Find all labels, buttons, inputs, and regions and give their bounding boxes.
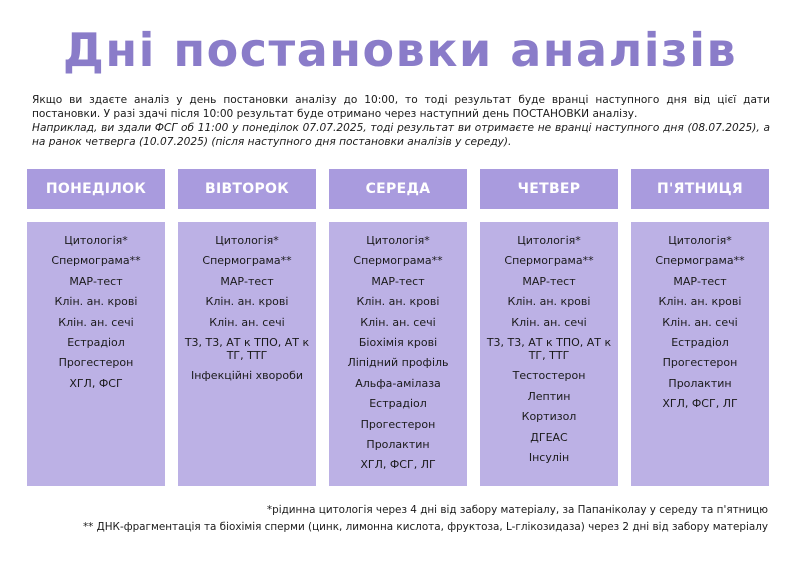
test-item: ХГЛ, ФСГ, ЛГ (662, 397, 738, 411)
test-item: Кортизол (521, 410, 577, 424)
test-item: Цитологія* (64, 234, 128, 247)
test-item: Клін. ан. крові (356, 295, 440, 309)
column-tuesday (178, 222, 316, 486)
test-item: Цитологія* (366, 234, 430, 247)
test-item: Т3, Т3, АТ к ТПО, АТ к ТГ, ТТГ (184, 335, 310, 362)
test-item: Т3, Т3, АТ к ТПО, АТ к ТГ, ТТГ (486, 335, 612, 362)
test-item: Лептин (527, 389, 571, 403)
test-item: Клін. ан. крові (658, 295, 742, 309)
footnote-sperm: ** ДНК-фрагментація та біохімія сперми (цинк, лимонна кислота, фруктоза, L-глікозидаза) через 2 дні від забору матеріалу (82, 521, 768, 533)
column-friday (631, 222, 769, 486)
test-item: Пролактин (366, 437, 430, 451)
test-item: Спермограма** (51, 254, 141, 268)
test-item: Альфа-амілаза (355, 376, 441, 390)
test-item: Клін. ан. сечі (511, 315, 587, 329)
footnote-cytology: *рідинна цитологія через 4 дні від забору матеріалу, за Папаніколау у середу та п'ятницю (266, 504, 768, 516)
test-item: Клін. ан. сечі (662, 315, 738, 329)
test-list-thursday (480, 234, 618, 464)
test-item: Клін. ан. сечі (360, 315, 436, 329)
test-item: Спермограма** (353, 254, 443, 268)
test-item: Естрадіол (369, 397, 427, 411)
test-item: МАР-тест (673, 274, 727, 288)
test-item: ДГЕАС (530, 430, 568, 444)
test-list-friday (631, 234, 769, 410)
test-item: Біохімія крові (358, 335, 438, 349)
test-item: Інсулін (528, 450, 570, 464)
header-monday: ПОНЕДІЛОК (27, 169, 165, 209)
test-item: Пролактин (668, 376, 732, 390)
test-item: Тестостерон (512, 369, 586, 383)
test-item: Інфекційні хвороби (190, 369, 304, 383)
test-item: Ліпідний профіль (347, 356, 449, 370)
test-item: МАР-тест (522, 274, 576, 288)
test-item: Цитологія* (668, 234, 732, 247)
page-title: Дні постановки аналізів (62, 23, 738, 77)
header-wednesday: СЕРЕДА (329, 169, 467, 209)
test-item: МАР-тест (69, 274, 123, 288)
test-item: Естрадіол (671, 335, 729, 349)
intro-rule: Якщо ви здаєте аналіз у день постановки аналізу до 10:00, то тоді результат буде вранці наступного дня від цієї дати постановки. У разі здачі після 10:00 результат буде отримано через наступний день ПОСТАНОВКИ аналізу. (32, 94, 770, 120)
test-list-wednesday (329, 234, 467, 471)
test-item: ХГЛ, ФСГ, ЛГ (360, 458, 436, 472)
test-item: Прогестерон (360, 417, 436, 431)
test-item: Спермограма** (202, 254, 292, 268)
test-item: Клін. ан. крові (54, 295, 138, 309)
test-item: МАР-тест (371, 274, 425, 288)
test-item: Клін. ан. сечі (58, 315, 134, 329)
test-item: МАР-тест (220, 274, 274, 288)
test-item: ХГЛ, ФСГ (69, 376, 123, 390)
test-item: Естрадіол (67, 335, 125, 349)
test-item: Цитологія* (517, 234, 581, 247)
test-item: Клін. ан. крові (205, 295, 289, 309)
test-item: Прогестерон (58, 356, 134, 370)
column-monday (27, 222, 165, 486)
intro-example: Наприклад, ви здали ФСГ об 11:00 у понеділок 07.07.2025, тоді результат ви отримаєте не вранці наступного дня (08.07.2025), а на ранок четверга (10.07.2025) (після наступного дня постановки аналізів у середу). (32, 122, 770, 148)
test-list-tuesday (178, 234, 316, 382)
test-item: Спермограма** (655, 254, 745, 268)
column-thursday (480, 222, 618, 486)
header-friday: П'ЯТНИЦЯ (631, 169, 769, 209)
column-wednesday (329, 222, 467, 486)
test-list-monday (27, 234, 165, 390)
test-item: Цитологія* (215, 234, 279, 247)
test-item: Клін. ан. сечі (209, 315, 285, 329)
test-item: Прогестерон (662, 356, 738, 370)
header-tuesday: ВІВТОРОК (178, 169, 316, 209)
test-item: Клін. ан. крові (507, 295, 591, 309)
header-thursday: ЧЕТВЕР (480, 169, 618, 209)
test-item: Спермограма** (504, 254, 594, 268)
intro-text (32, 93, 770, 149)
